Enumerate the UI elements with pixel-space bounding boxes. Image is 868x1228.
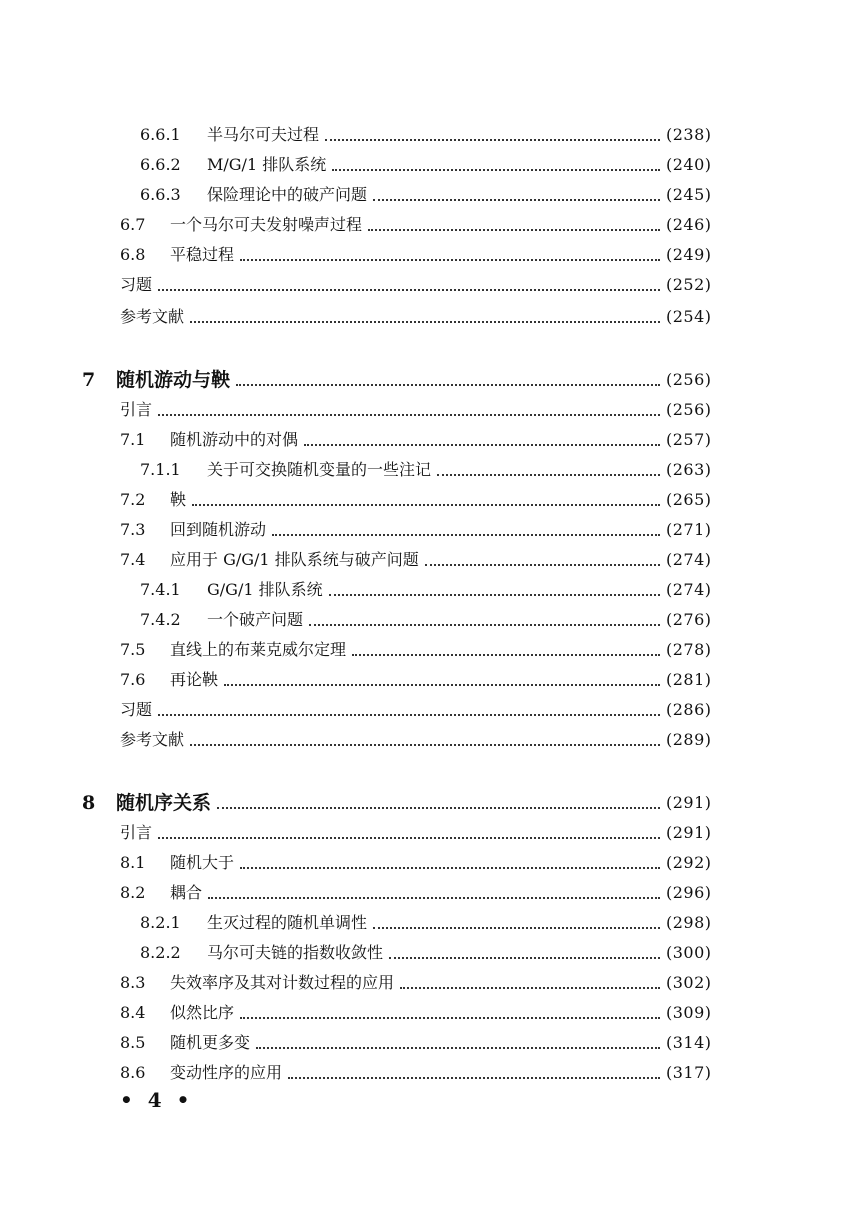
toc-entry-number: 7 <box>82 369 96 391</box>
toc-entry-number: 7.1 <box>120 430 146 449</box>
toc-entry-page: (302) <box>666 973 712 992</box>
toc-entry-page: (298) <box>666 913 712 932</box>
toc-entry-number: 7.2 <box>120 490 146 509</box>
toc-entry-row <box>0 873 868 903</box>
toc-entry-row <box>0 540 868 570</box>
toc-entry-number: 7.4.1 <box>140 580 181 599</box>
toc-entry-title: 习题 <box>120 275 153 294</box>
toc-entry-page: (265) <box>666 490 712 509</box>
toc-entry-row <box>0 480 868 510</box>
toc-entry-row <box>0 420 868 450</box>
toc-entry-number: 8.2 <box>120 883 146 902</box>
toc-entry-number: 7.5 <box>120 640 146 659</box>
toc-entry-row <box>0 390 868 420</box>
toc-entry-title: 保险理论中的破产问题 <box>207 185 368 204</box>
toc-leader-dots <box>190 744 660 746</box>
toc-entry-row <box>0 265 868 295</box>
toc-leader-dots <box>240 1017 660 1019</box>
toc-entry-row <box>0 903 868 933</box>
toc-entry-title: 回到随机游动 <box>170 520 267 539</box>
toc-entry-page: (291) <box>666 793 712 812</box>
toc-leader-dots <box>400 987 660 989</box>
toc-entry-number: 8.4 <box>120 1003 146 1022</box>
toc-entry-page: (276) <box>666 610 712 629</box>
toc-entry-title: 随机游动中的对偶 <box>170 430 299 449</box>
toc-leader-dots <box>368 229 660 231</box>
toc-leader-dots <box>236 384 660 386</box>
toc-leader-dots <box>373 927 660 929</box>
toc-entry-page: (249) <box>666 245 712 264</box>
toc-entry-title: 随机更多变 <box>170 1033 251 1052</box>
toc-entry-row <box>0 813 868 843</box>
toc-leader-dots <box>325 139 660 141</box>
toc-entry-number: 7.6 <box>120 670 146 689</box>
page-number: • 4 • <box>120 1088 194 1112</box>
toc-entry-page: (292) <box>666 853 712 872</box>
toc-entry-page: (278) <box>666 640 712 659</box>
toc-entry-page: (245) <box>666 185 712 204</box>
toc-entry-page: (309) <box>666 1003 712 1022</box>
toc-entry-title: 似然比序 <box>170 1003 235 1022</box>
toc-entry-row <box>0 235 868 265</box>
toc-leader-dots <box>240 259 660 261</box>
toc-chapter-row <box>0 360 868 390</box>
toc-entry-row <box>0 933 868 963</box>
toc-entry-title: 鞅 <box>170 490 187 509</box>
toc-entry-row <box>0 115 868 145</box>
toc-entry-row <box>0 450 868 480</box>
toc-entry-row <box>0 720 868 750</box>
toc-entry-number: 8.5 <box>120 1033 146 1052</box>
toc-entry-page: (252) <box>666 275 712 294</box>
toc-entry-title: 失效率序及其对计数过程的应用 <box>170 973 395 992</box>
toc-leader-dots <box>190 321 660 323</box>
toc-entry-number: 6.6.2 <box>140 155 181 174</box>
toc-entry-title: 随机游动与鞅 <box>116 369 231 391</box>
toc-entry-title: 变动性序的应用 <box>170 1063 283 1082</box>
toc-chapter-row <box>0 783 868 813</box>
toc-entry-number: 7.4 <box>120 550 146 569</box>
toc-entry-title: 参考文献 <box>120 307 185 326</box>
toc-leader-dots <box>158 289 660 291</box>
toc-entry-row <box>0 993 868 1023</box>
toc-entry-title: 引言 <box>120 823 153 842</box>
toc-entry-title: 参考文献 <box>120 730 185 749</box>
toc-entry-row <box>0 205 868 235</box>
toc-entry-title: 直线上的布莱克威尔定理 <box>170 640 347 659</box>
toc-entry-row <box>0 630 868 660</box>
toc-entry-number: 6.8 <box>120 245 146 264</box>
toc-entry-row <box>0 145 868 175</box>
toc-entry-page: (254) <box>666 307 712 326</box>
toc-leader-dots <box>158 714 660 716</box>
toc-entry-row <box>0 963 868 993</box>
toc-entry-title: 一个马尔可夫发射噪声过程 <box>170 215 363 234</box>
toc-entry-page: (256) <box>666 370 712 389</box>
toc-entry-number: 8 <box>82 792 96 814</box>
toc-entry-number: 7.1.1 <box>140 460 181 479</box>
toc-leader-dots <box>208 897 660 899</box>
toc-entry-title: 关于可交换随机变量的一些注记 <box>207 460 432 479</box>
toc-entry-title: 应用于 G/G/1 排队系统与破产问题 <box>170 550 419 569</box>
toc-entry-title: 半马尔可夫过程 <box>207 125 320 144</box>
toc-entry-number: 8.3 <box>120 973 146 992</box>
toc-entry-page: (271) <box>666 520 712 539</box>
toc-entry-title: G/G/1 排队系统 <box>207 580 323 599</box>
toc-entry-number: 8.6 <box>120 1063 146 1082</box>
toc-leader-dots <box>425 564 660 566</box>
toc-leader-dots <box>158 837 660 839</box>
toc-entry-row <box>0 175 868 205</box>
toc-entry-number: 6.7 <box>120 215 146 234</box>
toc-leader-dots <box>389 957 660 959</box>
toc-entry-row <box>0 297 868 327</box>
toc-leader-dots <box>256 1047 660 1049</box>
toc-leader-dots <box>373 199 660 201</box>
toc-leader-dots <box>217 807 660 809</box>
toc-entry-page: (263) <box>666 460 712 479</box>
toc-entry-title: 习题 <box>120 700 153 719</box>
toc-entry-number: 6.6.1 <box>140 125 181 144</box>
toc-leader-dots <box>224 684 660 686</box>
toc-entry-page: (281) <box>666 670 712 689</box>
toc-entry-title: 随机序关系 <box>116 792 212 814</box>
toc-leader-dots <box>332 169 660 171</box>
toc-entry-title: 生灭过程的随机单调性 <box>207 913 368 932</box>
toc-entry-title: 再论鞅 <box>170 670 219 689</box>
toc-entry-page: (289) <box>666 730 712 749</box>
toc-entry-row <box>0 600 868 630</box>
toc-entry-title: 耦合 <box>170 883 203 902</box>
toc-entry-row <box>0 660 868 690</box>
toc-leader-dots <box>158 414 660 416</box>
toc-entry-title: 引言 <box>120 400 153 419</box>
toc-leader-dots <box>288 1077 660 1079</box>
toc-entry-page: (240) <box>666 155 712 174</box>
toc-entry-page: (274) <box>666 550 712 569</box>
toc-leader-dots <box>272 534 660 536</box>
toc-entry-page: (238) <box>666 125 712 144</box>
toc-entry-page: (257) <box>666 430 712 449</box>
toc-leader-dots <box>437 474 660 476</box>
toc-entry-number: 8.2.1 <box>140 913 181 932</box>
toc-entry-page: (300) <box>666 943 712 962</box>
toc-leader-dots <box>329 594 660 596</box>
toc-entry-number: 8.2.2 <box>140 943 181 962</box>
toc-entry-page: (314) <box>666 1033 712 1052</box>
toc-entry-title: M/G/1 排队系统 <box>207 155 327 174</box>
toc-entry-row <box>0 510 868 540</box>
toc-entry-row <box>0 690 868 720</box>
toc-entry-row <box>0 570 868 600</box>
toc-entry-number: 8.1 <box>120 853 146 872</box>
toc-leader-dots <box>352 654 660 656</box>
toc-entry-title: 平稳过程 <box>170 245 235 264</box>
toc-entry-row <box>0 1053 868 1083</box>
toc-entry-number: 6.6.3 <box>140 185 181 204</box>
toc-entry-page: (256) <box>666 400 712 419</box>
toc-entry-page: (291) <box>666 823 712 842</box>
toc-entry-page: (246) <box>666 215 712 234</box>
toc-entry-title: 一个破产问题 <box>207 610 304 629</box>
toc-entry-page: (274) <box>666 580 712 599</box>
toc-entry-row <box>0 1023 868 1053</box>
toc-leader-dots <box>240 867 660 869</box>
toc-entry-title: 马尔可夫链的指数收敛性 <box>207 943 384 962</box>
toc-entry-number: 7.3 <box>120 520 146 539</box>
toc-entry-page: (296) <box>666 883 712 902</box>
toc-leader-dots <box>309 624 660 626</box>
toc-entry-row <box>0 843 868 873</box>
toc-entry-page: (286) <box>666 700 712 719</box>
toc-leader-dots <box>192 504 660 506</box>
toc-entry-number: 7.4.2 <box>140 610 181 629</box>
toc-entry-page: (317) <box>666 1063 712 1082</box>
toc-entry-title: 随机大于 <box>170 853 235 872</box>
toc-leader-dots <box>304 444 660 446</box>
